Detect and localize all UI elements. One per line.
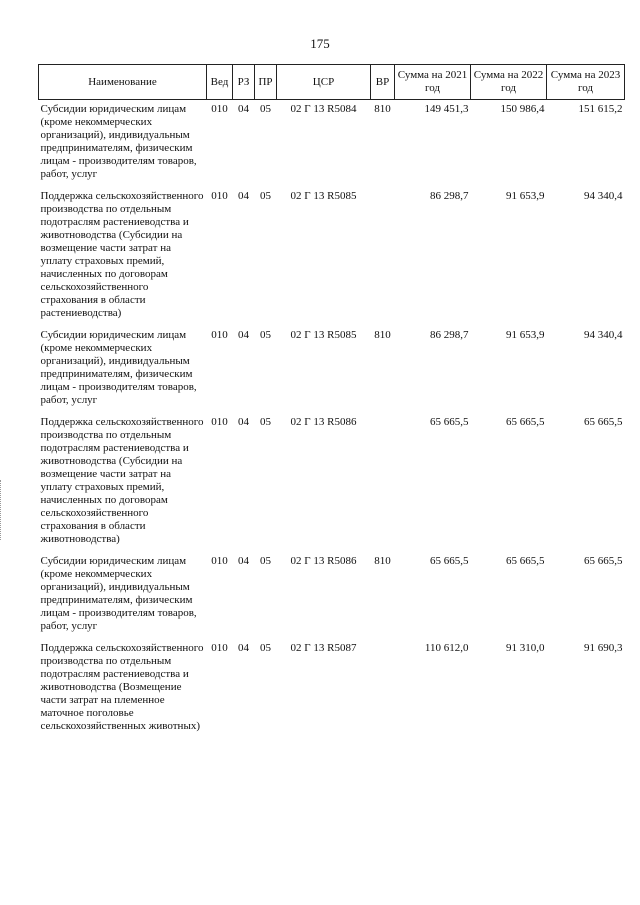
cell-vr (371, 413, 395, 552)
cell-rz: 04 (238, 555, 249, 567)
cell-sum-2022: 65 665,5 (506, 555, 545, 567)
cell-vr (371, 187, 395, 326)
table-row (39, 413, 625, 552)
table-row (39, 326, 625, 413)
cell-name: Субсидии юридическим лицам (кроме некоммерческих организаций), индивидуальным предпринимателям, физическим лицам - производителям товаров, работ, услуг (40, 555, 197, 632)
cell-rz: 04 (238, 329, 249, 341)
table-header-row (39, 65, 625, 100)
cell-rz: 04 (238, 642, 249, 654)
cell-ved: 010 (211, 555, 228, 567)
cell-csr: 02 Г 13 R5085 (290, 329, 357, 341)
cell-sum-2021: 86 298,7 (430, 329, 469, 341)
cell-sum-2021: 149 451,3 (424, 103, 469, 115)
cell-ved: 010 (211, 190, 228, 202)
header-rz: РЗ (233, 65, 255, 100)
cell-csr: 02 Г 13 R5086 (290, 416, 357, 428)
cell-sum-2022: 150 986,4 (500, 103, 545, 115)
cell-ved: 010 (211, 329, 228, 341)
cell-sum-2022: 65 665,5 (506, 416, 545, 428)
cell-sum-2023: 65 665,5 (584, 416, 623, 428)
cell-name: Поддержка сельскохозяйственного производства по отдельным подотраслям растениеводства и животноводства (Субсидии на возмещение части затрат на уплату страховых премий, начисленных по договорам сельскохозяйственного страхования в области животноводства) (40, 416, 204, 545)
cell-vr (371, 639, 395, 739)
cell-name: Поддержка сельскохозяйственного производства по отдельным подотраслям растениеводства и животноводства (Субсидии на возмещение части затрат на уплату страховых премий, начисленных по договорам сельскохозяйственного страхования в области растениеводства) (40, 190, 204, 319)
margin-mark (0, 480, 5, 540)
page-number: 175 (310, 36, 330, 51)
cell-sum-2021: 65 665,5 (430, 416, 469, 428)
budget-table (38, 64, 625, 739)
cell-ved: 010 (211, 103, 228, 115)
cell-sum-2023: 65 665,5 (584, 555, 623, 567)
cell-name: Субсидии юридическим лицам (кроме некоммерческих организаций), индивидуальным предпринимателям, физическим лицам - производителям товаров, работ, услуг (40, 329, 197, 406)
cell-pr: 05 (260, 416, 271, 428)
cell-name: Поддержка сельскохозяйственного производства по отдельным подотраслям растениеводства и животноводства (Возмещение части затрат на племенное маточное поголовье сельскохозяйственных животных) (40, 642, 204, 732)
cell-pr: 05 (260, 555, 271, 567)
cell-pr: 05 (260, 190, 271, 202)
header-pr: ПР (255, 65, 277, 100)
table-row (39, 187, 625, 326)
cell-sum-2023: 94 340,4 (584, 329, 623, 341)
cell-sum-2022: 91 653,9 (506, 190, 545, 202)
cell-rz: 04 (238, 103, 249, 115)
cell-pr: 05 (260, 329, 271, 341)
header-ved: Вед (207, 65, 233, 100)
cell-sum-2022: 91 653,9 (506, 329, 545, 341)
cell-sum-2021: 65 665,5 (430, 555, 469, 567)
cell-name: Субсидии юридическим лицам (кроме некоммерческих организаций), индивидуальным предпринимателям, физическим лицам - производителям товаров, работ, услуг (40, 103, 197, 180)
cell-csr: 02 Г 13 R5084 (290, 103, 357, 115)
header-sum-2022: Сумма на 2022 год (471, 65, 547, 100)
cell-pr: 05 (260, 642, 271, 654)
cell-rz: 04 (238, 190, 249, 202)
table-row (39, 639, 625, 739)
cell-sum-2023: 94 340,4 (584, 190, 623, 202)
cell-csr: 02 Г 13 R5086 (290, 555, 357, 567)
cell-sum-2023: 151 615,2 (578, 103, 623, 115)
cell-vr: 810 (374, 103, 391, 115)
header-vr: ВР (371, 65, 395, 100)
cell-ved: 010 (211, 642, 228, 654)
cell-vr: 810 (374, 329, 391, 341)
header-csr: ЦСР (277, 65, 371, 100)
header-sum-2021: Сумма на 2021 год (395, 65, 471, 100)
table-row (39, 552, 625, 639)
cell-sum-2021: 110 612,0 (424, 642, 469, 654)
table-row (39, 100, 625, 188)
cell-sum-2022: 91 310,0 (506, 642, 545, 654)
cell-pr: 05 (260, 103, 271, 115)
cell-rz: 04 (238, 416, 249, 428)
header-sum-2023: Сумма на 2023 год (547, 65, 625, 100)
cell-sum-2021: 86 298,7 (430, 190, 469, 202)
cell-csr: 02 Г 13 R5085 (290, 190, 357, 202)
cell-csr: 02 Г 13 R5087 (290, 642, 357, 654)
cell-ved: 010 (211, 416, 228, 428)
cell-vr: 810 (374, 555, 391, 567)
header-name: Наименование (39, 65, 207, 100)
cell-sum-2023: 91 690,3 (584, 642, 623, 654)
